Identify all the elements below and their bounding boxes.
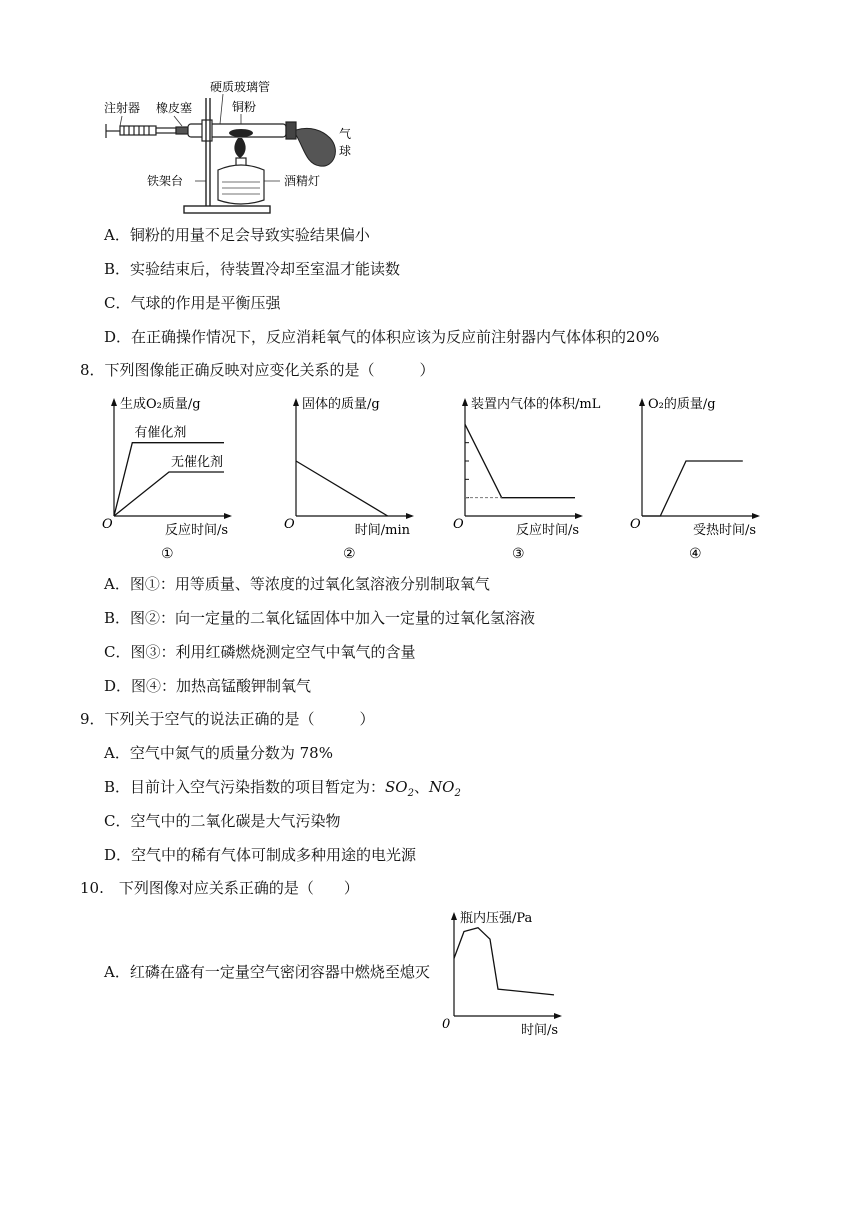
x-axis-arrow	[575, 513, 583, 519]
q8-option-a[interactable]: A．图①：用等质量、等浓度的过氧化氢溶液分别制取氧气	[104, 575, 490, 593]
series-line-2	[114, 472, 224, 516]
origin-label: O	[630, 517, 641, 532]
label-iron-stand: 铁架台	[147, 174, 184, 188]
y-axis-label: 固体的质量/g	[302, 397, 380, 412]
q7-option-a[interactable]: A．铜粉的用量不足会导致实验结果偏小	[104, 226, 370, 244]
y-axis-label: 装置内气体的体积/mL	[471, 397, 601, 412]
series-line-1	[465, 424, 575, 497]
x-axis-arrow	[406, 513, 414, 519]
label-copper: 铜粉	[232, 100, 257, 114]
label-syringe: 注射器	[104, 101, 141, 115]
q7-option-c[interactable]: C．气球的作用是平衡压强	[104, 294, 281, 312]
x-axis-label: 反应时间/s	[164, 523, 228, 538]
x-axis-arrow	[752, 513, 760, 519]
y-axis-arrow	[451, 912, 457, 920]
y-axis-arrow	[639, 398, 645, 406]
origin-label: O	[102, 517, 113, 532]
y-axis-arrow	[462, 398, 468, 406]
y-axis-label: 瓶内压强/Pa	[460, 911, 533, 926]
figure-label: ①	[161, 546, 174, 562]
series-label-1: 有催化剂	[134, 425, 187, 441]
y-axis-label: O₂的质量/g	[648, 397, 716, 412]
chart-panel-3	[453, 396, 601, 562]
series-line-1	[454, 928, 554, 995]
label-balloon-top: 气	[339, 127, 352, 141]
chart-panel-1	[102, 396, 232, 562]
label-stopper: 橡皮塞	[156, 101, 193, 115]
apparatus-figure	[98, 78, 363, 218]
chart-panel-4	[630, 397, 760, 562]
origin-label: 0	[442, 1017, 451, 1032]
series-line-1	[296, 461, 388, 516]
q9-option-a[interactable]: A．空气中氮气的质量分数为 78%	[104, 744, 333, 762]
q9-stem: 9．下列关于空气的说法正确的是（ ）	[80, 710, 375, 728]
q10-option-a[interactable]: A．红磷在盛有一定量空气密闭容器中燃烧至熄灭	[104, 963, 430, 981]
figure-label: ③	[512, 546, 525, 562]
formula-no2: $NO_2$	[429, 778, 461, 799]
q10-stem: 10. 下列图像对应关系正确的是（ ）	[80, 879, 359, 897]
x-axis-label: 受热时间/s	[692, 523, 756, 538]
chart-panel-5	[442, 910, 562, 1036]
q7-option-b[interactable]: B．实验结束后，待装置冷却至室温才能读数	[104, 260, 401, 278]
y-axis-arrow	[293, 398, 299, 406]
label-balloon-bottom: 球	[339, 144, 352, 158]
q9-option-b-text: B．目前计入空气污染指数的项目暂定为：	[104, 778, 386, 796]
y-axis-label: 生成O₂质量/g	[120, 397, 201, 412]
q8-option-c[interactable]: C．图③：利用红磷燃烧测定空气中氧气的含量	[104, 643, 416, 661]
q9-option-b[interactable]: B．目前计入空气污染指数的项目暂定为：$SO_2$、$NO_2$	[104, 778, 461, 799]
formula-so2: $SO_2$	[385, 778, 414, 799]
origin-label: O	[284, 517, 295, 532]
q8-stem: 8．下列图像能正确反映对应变化关系的是（ ）	[80, 361, 435, 379]
series-line-1	[642, 461, 743, 516]
series-label-2: 无催化剂	[171, 455, 224, 470]
figure-label: ④	[689, 546, 702, 562]
q7-option-d[interactable]: D．在正确操作情况下，反应消耗氧气的体积应该为反应前注射器内气体体积的20%	[104, 328, 660, 346]
series-line-1	[114, 443, 224, 516]
y-axis-arrow	[111, 398, 117, 406]
q8-option-b[interactable]: B．图②：向一定量的二氧化锰固体中加入一定量的过氧化氢溶液	[104, 609, 536, 627]
origin-label: O	[453, 517, 464, 532]
q10-pressure-chart	[440, 902, 590, 1036]
x-axis-label: 反应时间/s	[515, 523, 579, 538]
x-axis-arrow	[224, 513, 232, 519]
q9-option-d[interactable]: D．空气中的稀有气体可制成多种用途的电光源	[104, 846, 417, 864]
x-axis-arrow	[554, 1013, 562, 1019]
x-axis-label: 时间/s	[520, 1023, 558, 1036]
label-glass-tube: 硬质玻璃管	[210, 80, 271, 94]
label-lamp: 酒精灯	[284, 174, 321, 188]
figure-label: ②	[343, 546, 356, 562]
q8-chart-row	[96, 392, 776, 562]
q8-option-d[interactable]: D．图④：加热高锰酸钾制氧气	[104, 677, 312, 695]
q9-option-c[interactable]: C．空气中的二氧化碳是大气污染物	[104, 812, 341, 830]
chart-panel-2	[284, 396, 414, 562]
x-axis-label: 时间/min	[354, 523, 410, 538]
